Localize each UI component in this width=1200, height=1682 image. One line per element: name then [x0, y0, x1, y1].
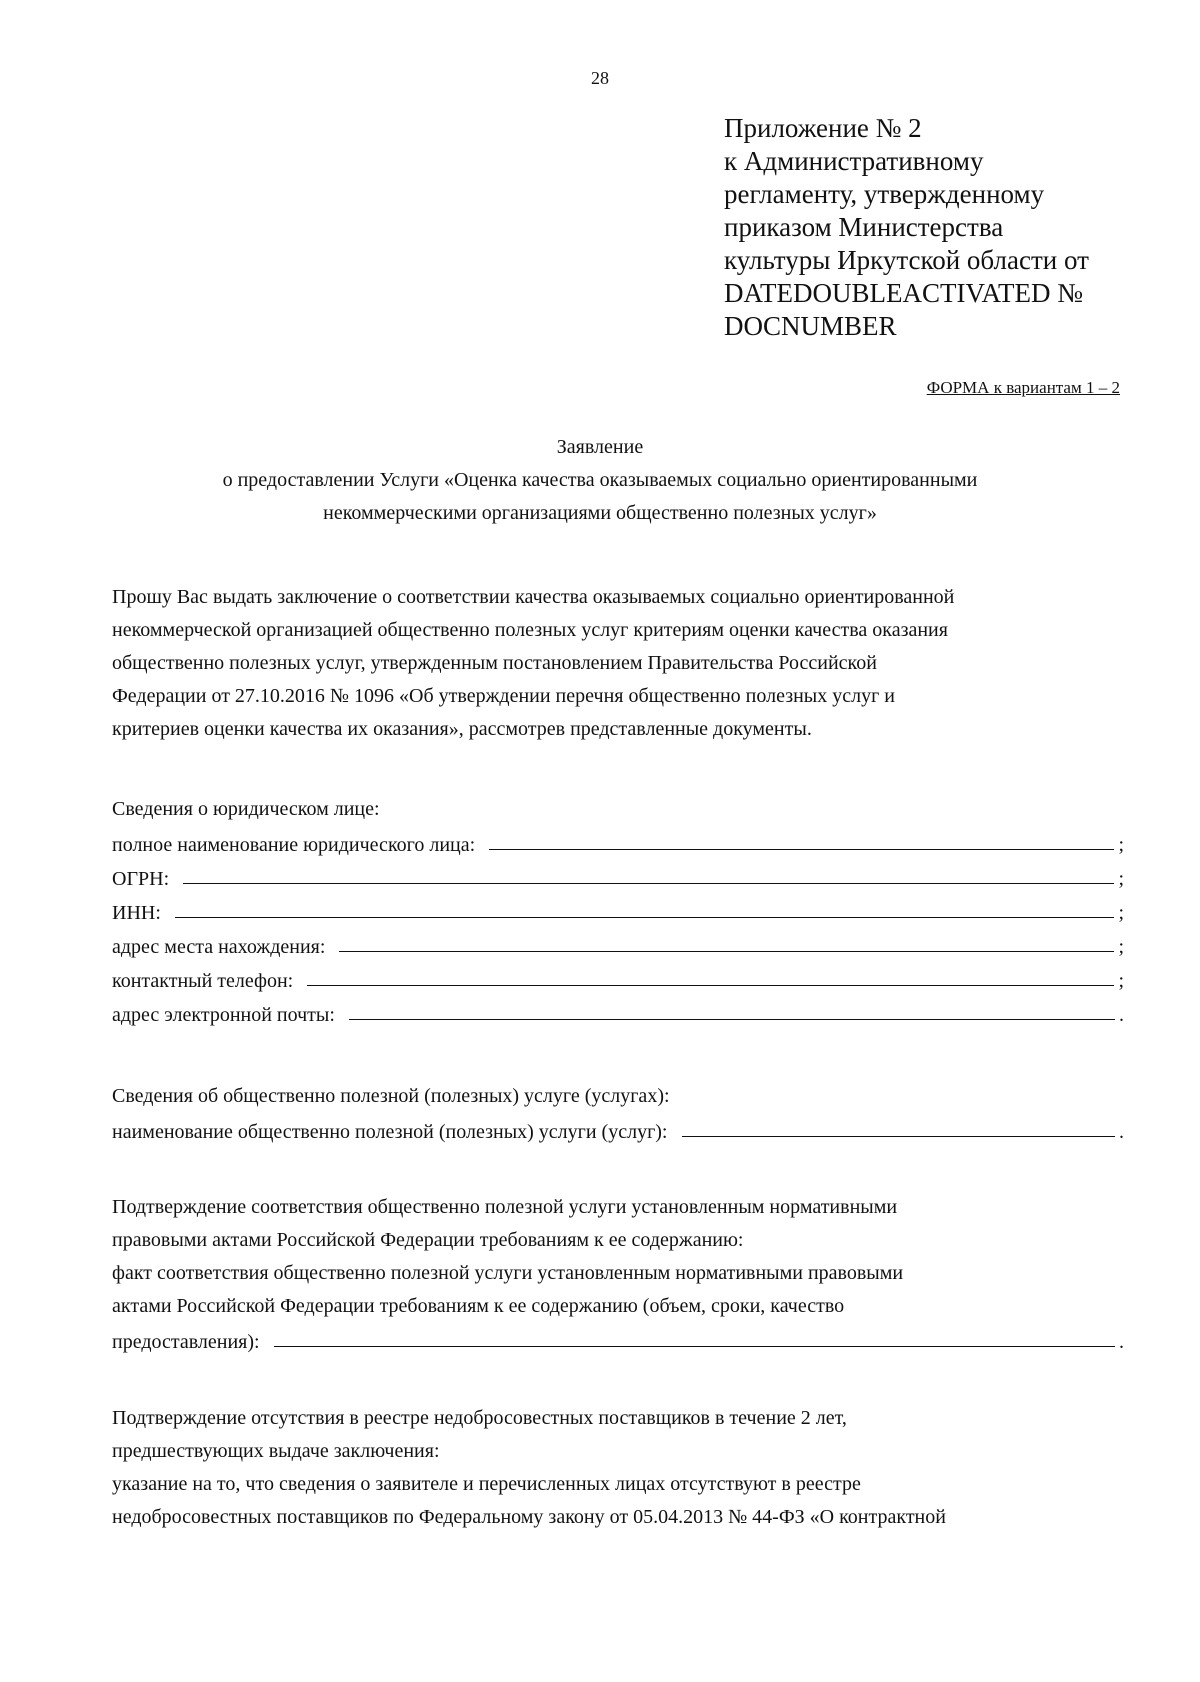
document-title: [60, 431, 1140, 530]
field-label: контактный телефон:: [112, 970, 294, 992]
registry-line: недобросовестных поставщиков по Федеральному закону от 05.04.2013 № 44-ФЗ «О контрактной: [112, 1506, 946, 1528]
field-terminator: ;: [1118, 970, 1124, 992]
field-terminator: .: [1119, 1331, 1124, 1353]
registry-line: указание на то, что сведения о заявителе и перечисленных лицах отсутствуют в реестре: [112, 1473, 861, 1495]
field-terminator: .: [1119, 1004, 1124, 1026]
inn-blank[interactable]: [175, 895, 1115, 918]
title-line: о предоставлении Услуги «Оценка качества оказываемых социально ориентированными: [222, 469, 978, 491]
compliance-line: актами Российской Федерации требованиям к ее содержанию (объем, сроки, качество: [112, 1295, 845, 1317]
ogrn-blank[interactable]: [183, 861, 1114, 884]
field-phone: [112, 959, 1124, 993]
annex-line: регламенту, утвержденному: [724, 179, 1045, 209]
field-ogrn: [112, 857, 1124, 891]
title-heading: Заявление: [556, 436, 644, 458]
field-label: адрес места нахождения:: [112, 936, 326, 958]
annex-header: [724, 112, 1164, 343]
field-label: полное наименование юридического лица:: [112, 834, 476, 856]
annex-line: DOCNUMBER: [724, 311, 897, 341]
intro-line: Федерации от 27.10.2016 № 1096 «Об утверждении перечня общественно полезных услуг и: [112, 685, 895, 707]
annex-line: приказом Министерства: [724, 212, 1004, 242]
intro-line: некоммерческой организацией общественно полезных услуг критериям оценки качества оказания: [112, 619, 948, 641]
field-terminator: ;: [1118, 936, 1124, 958]
service-fields: [112, 1110, 1124, 1144]
page-number: 28: [591, 68, 609, 88]
title-line: некоммерческими организациями общественно полезных услуг»: [323, 502, 877, 524]
field-inn: [112, 891, 1124, 925]
intro-paragraph: [112, 581, 1124, 746]
field-service-name: [112, 1110, 1124, 1144]
address-blank[interactable]: [339, 929, 1114, 952]
registry-line: предшествующих выдаче заключения:: [112, 1440, 440, 1462]
annex-line: к Административному: [724, 146, 984, 176]
form-variant-note: ФОРМА к вариантам 1 – 2: [926, 378, 1120, 397]
compliance-line: Подтверждение соответствия общественно полезной услуги установленным нормативными: [112, 1196, 898, 1218]
annex-line: культуры Иркутской области от: [724, 245, 1089, 275]
field-terminator: ;: [1118, 834, 1124, 856]
annex-line: Приложение № 2: [724, 113, 922, 143]
field-label: предоставления):: [112, 1331, 260, 1353]
annex-line: DATEDOUBLEACTIVATED №: [724, 278, 1083, 308]
field-terminator: ;: [1118, 902, 1124, 924]
field-terminator: .: [1119, 1121, 1124, 1143]
intro-line: критериев оценки качества их оказания», рассмотрев представленные документы.: [112, 718, 812, 740]
compliance-line: факт соответствия общественно полезной услуги установленным нормативными правовыми: [112, 1262, 904, 1284]
provision-blank[interactable]: [274, 1324, 1115, 1347]
field-label: ОГРН:: [112, 868, 170, 890]
field-full-name: [112, 823, 1124, 857]
registry-paragraph: [112, 1402, 1124, 1534]
service-name-blank[interactable]: [682, 1114, 1116, 1137]
email-blank[interactable]: [349, 997, 1115, 1020]
compliance-paragraph: [112, 1191, 1124, 1323]
compliance-line: правовыми актами Российской Федерации требованиям к ее содержанию:: [112, 1229, 744, 1251]
full-name-blank[interactable]: [489, 827, 1114, 850]
field-label: адрес электронной почты:: [112, 1004, 335, 1026]
legal-entity-heading: Сведения о юридическом лице:: [112, 798, 380, 820]
phone-blank[interactable]: [307, 963, 1114, 986]
service-heading: Сведения об общественно полезной (полезных) услуге (услугах):: [112, 1085, 670, 1107]
field-terminator: ;: [1118, 868, 1124, 890]
compliance-fields: [112, 1320, 1124, 1354]
registry-line: Подтверждение отсутствия в реестре недобросовестных поставщиков в течение 2 лет,: [112, 1407, 847, 1429]
field-provision: [112, 1320, 1124, 1354]
legal-entity-fields: [112, 823, 1124, 1027]
field-email: [112, 993, 1124, 1027]
field-label: наименование общественно полезной (полезных) услуги (услуг):: [112, 1121, 668, 1143]
intro-line: Прошу Вас выдать заключение о соответствии качества оказываемых социально ориентированной: [112, 586, 955, 608]
intro-line: общественно полезных услуг, утвержденным постановлением Правительства Российской: [112, 652, 877, 674]
field-label: ИНН:: [112, 902, 161, 924]
field-address: [112, 925, 1124, 959]
